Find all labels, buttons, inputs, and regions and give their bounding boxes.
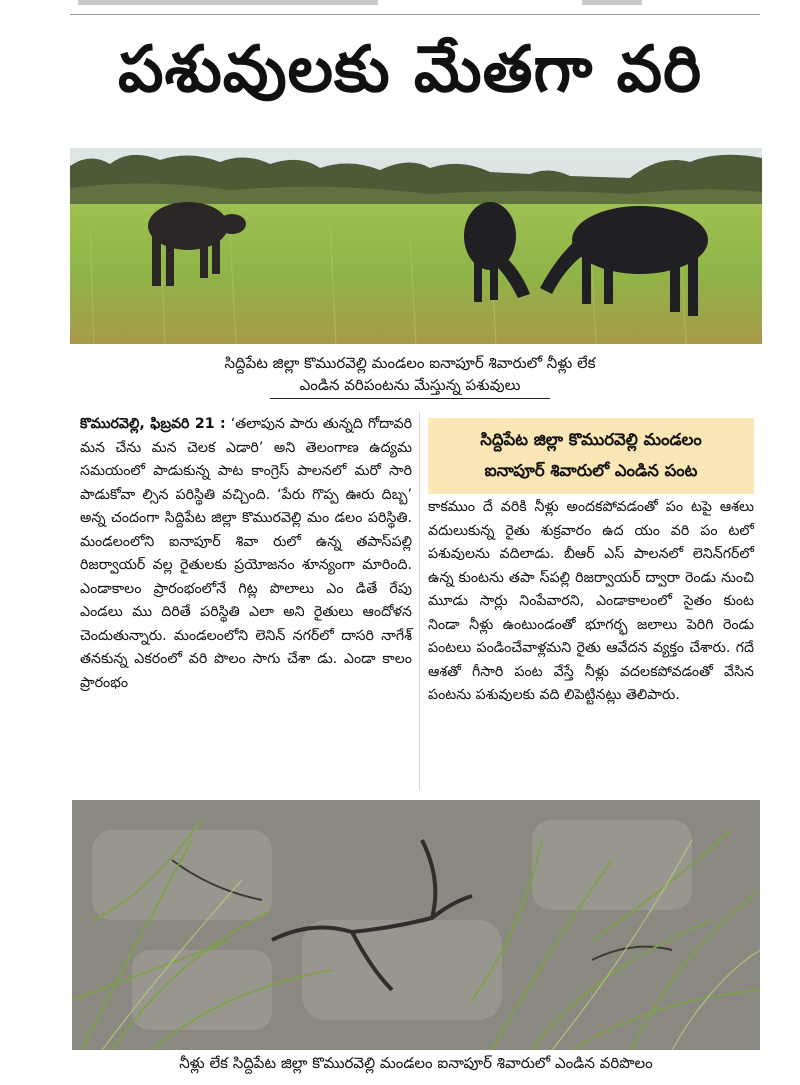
highlight-box bbox=[428, 418, 754, 494]
dateline: కొమురవెల్లి, ఫిబ్రవరి 21 : bbox=[80, 416, 226, 432]
highlight-line: ఐనాపూర్ శివారులో ఎండిన పంట bbox=[484, 461, 698, 480]
header-rule bbox=[70, 14, 760, 15]
article-body-right: కాకముం దే వరికి నీళ్లు అందకపోవడంతో పం టపై ఆశలు వదులుకున్న రైతు శుక్రవారం ఉద యం వరి పం టలో పశువులను వదిలాడు. బీఆర్ ఎస్ పాలనలో లెనిన్‌గర్‌లో ఉన్న కుంటను తపా స్‌పల్లి రిజర్వాయర్ ద్వారా రెండు నుంచి మూడు సార్లు నింపేవారని, ఎండాకాలంలో సైతం కుంట నిండా నీళ్లు ఉంటుండంతో భూగర్భ జలాలు పెరిగి రెండు పంటలు పండించేవాళ్లమని రైతు ఆవేదన వ్యక్తం చేశారు. గదే ఆశతో గీసారి పంట వేస్తే నీళ్లు వదలకపోవడంతో వేసిన పంటను పశువులకు వది లిపెట్టినట్లు తెలిపారు. bbox=[428, 499, 754, 703]
caption-line: సిద్దిపేట జిల్లా కొమురవెల్లి మండలం ఐనాపూర్ శివారులో నీళ్లు లేక bbox=[224, 354, 596, 372]
article-column-left bbox=[80, 413, 412, 695]
highlight-line: సిద్దిపేట జిల్లా కొమురవెల్లి మండలం bbox=[480, 430, 702, 449]
photo-caption-bottom: నీళ్లు లేక సిద్దిపేట జిల్లా కొమురవెల్లి మండలం ఐనాపూర్ శివారులో ఎండిన వరిపొలం bbox=[179, 1054, 653, 1072]
top-masthead-strip bbox=[70, 0, 760, 14]
headline: పశువులకు మేతగా వరి bbox=[117, 33, 703, 107]
masthead-text-fragment bbox=[78, 0, 378, 5]
buffaloes-grazing-photo bbox=[70, 148, 762, 344]
caption-line: ఎండిన వరిపంటను మేస్తున్న పశువులు bbox=[270, 374, 551, 399]
column-divider bbox=[419, 412, 420, 790]
article-body-left: ‘తలాపున పారు తున్నది గోదావరి మన చేను మన చెలక ఎడారి’ అని తెలంగాణ ఉద్యమ సమయంలో పాడుకున్న పాట కాంగ్రెస్ పాలనలో మరో సారి పాడుకోవా ల్సిన పరిస్థితి వచ్చింది. ‘పేరు గొప్ప ఊరు దిబ్బ’ అన్న చందంగా సిద్దిపేట జిల్లా కొమురవెల్లి మం డలం పరిస్థితి. మండలంలోని ఐనాపూర్ శివా రులో ఉన్న తపాస్‌పల్లి రిజర్వాయర్ వల్ల రైతులకు ప్రయోజనం శూన్యంగా మారింది. ఎండాకాలం ప్రారంభంలోనే గిట్ల పొలాలు ఎం డితే రేపు ఎండలు ము దిరితే పరిస్థితి ఎలా అని రైతులు ఆందోళన చెందుతున్నారు. మండలంలోని లెనిన్ నగర్‌లో దాసరి నాగేశ్ తనకున్న ఎకరంలో వరి పొలం సాగు చేశా డు. ఎండా కాలం ప్రారంభం bbox=[80, 416, 412, 691]
masthead-text-fragment bbox=[582, 0, 642, 5]
photo-caption-top bbox=[150, 352, 670, 399]
cracked-dry-field-photo bbox=[72, 800, 760, 1050]
article-column-right bbox=[428, 496, 754, 708]
